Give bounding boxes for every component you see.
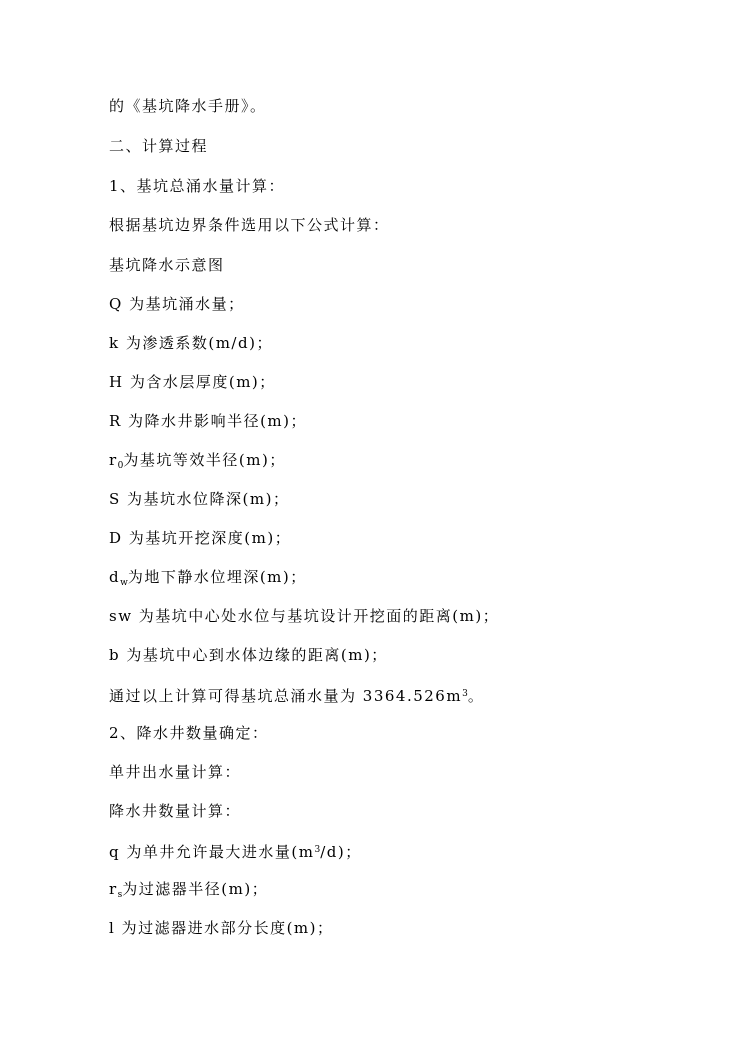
variable-subscript: w [120, 578, 128, 588]
variable-base: d [109, 568, 121, 586]
unit-superscript: 3 [314, 845, 321, 855]
variable-subscript: 0 [117, 461, 124, 471]
definition-end: /d)； [320, 843, 362, 861]
figure-caption: 基坑降水示意图 [109, 256, 225, 274]
result-text: 通过以上计算可得基坑总涌水量为 3364.526m [109, 687, 463, 705]
subsection-heading: 2、降水井数量确定： [109, 724, 269, 742]
definition-text: 为过滤器半径(m)； [122, 880, 269, 898]
definition-line: D 为基坑开挖深度(m)； [109, 529, 292, 547]
text-line: 单井出水量计算： [109, 763, 242, 781]
definition-line: k 为渗透系数(m/d)； [109, 334, 273, 352]
text-line: 的《基坑降水手册》。 [109, 97, 267, 115]
definition-line: l 为过滤器进水部分长度(m)； [109, 919, 334, 937]
subsection-heading: 1、基坑总涌水量计算： [109, 177, 286, 195]
variable-base: r [109, 880, 118, 898]
definition-text: 为地下静水位埋深(m)； [127, 568, 307, 586]
definition-line: S 为基坑水位降深(m)； [109, 490, 290, 508]
definition-line: R 为降水井影响半径(m)； [109, 412, 307, 430]
result-line [109, 684, 484, 706]
definition-line [109, 450, 286, 476]
text-line: 降水井数量计算： [109, 802, 242, 820]
definition-line: sw 为基坑中心处水位与基坑设计开挖面的距离(m)； [109, 607, 500, 625]
unit-superscript: 3 [462, 689, 468, 699]
definition-text: 为基坑等效半径(m)； [123, 451, 286, 469]
definition-line [109, 840, 362, 862]
definition-line [109, 879, 268, 905]
variable-subscript: s [117, 890, 123, 900]
result-end: 。 [467, 687, 485, 705]
definition-text: q 为单井允许最大进水量(m [109, 843, 315, 861]
section-heading: 二、计算过程 [109, 137, 209, 155]
definition-line: Q 为基坑涌水量； [109, 295, 245, 313]
variable-base: r [109, 451, 118, 469]
text-line: 根据基坑边界条件选用以下公式计算： [109, 216, 390, 234]
definition-line: H 为含水层厚度(m)； [109, 373, 276, 391]
definition-line [109, 567, 307, 593]
definition-line: b 为基坑中心到水体边缘的距离(m)； [109, 646, 388, 664]
